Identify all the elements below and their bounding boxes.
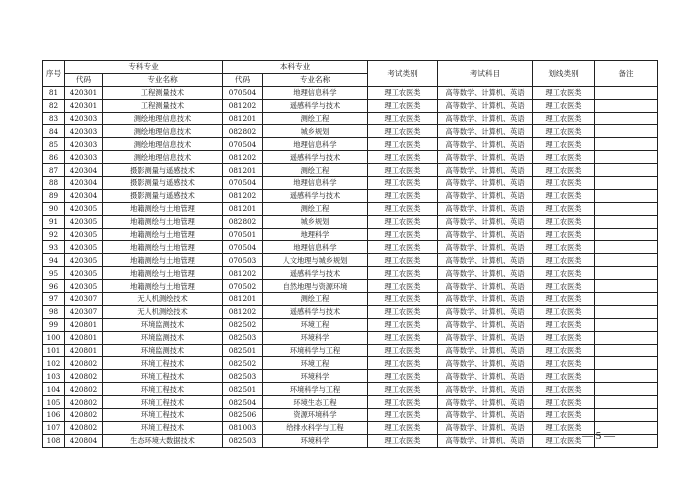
table-row <box>43 280 658 293</box>
table-row <box>43 434 658 447</box>
cell-zhuanke-name: 地籍测绘与土地管理 <box>103 267 223 280</box>
cell-zhuanke-name: 地籍测绘与土地管理 <box>103 280 223 293</box>
cell-zhuanke-name: 环境监测技术 <box>103 331 223 344</box>
cell-exam-subjects: 高等数学、计算机、英语 <box>438 151 533 164</box>
cell-exam-subjects: 高等数学、计算机、英语 <box>438 138 533 151</box>
cell-zhuanke-code: 420304 <box>65 164 103 177</box>
cell-serial: 98 <box>43 305 65 318</box>
cell-zhuanke-name: 环境工程技术 <box>103 396 223 409</box>
cell-benke-name: 地理信息科学 <box>263 86 368 99</box>
cell-remark <box>595 228 658 241</box>
cell-line-category: 理工农医类 <box>533 421 595 434</box>
cell-zhuanke-code: 420303 <box>65 125 103 138</box>
cell-zhuanke-name: 工程测量技术 <box>103 86 223 99</box>
cell-benke-code: 081202 <box>223 99 263 112</box>
header-exam-category: 考试类别 <box>368 61 438 87</box>
cell-line-category: 理工农医类 <box>533 112 595 125</box>
cell-zhuanke-code: 420802 <box>65 357 103 370</box>
cell-exam-category: 理工农医类 <box>368 164 438 177</box>
cell-exam-subjects: 高等数学、计算机、英语 <box>438 164 533 177</box>
header-remark: 备注 <box>595 61 658 87</box>
table-row <box>43 305 658 318</box>
header-benke-code: 代码 <box>223 73 263 86</box>
cell-zhuanke-name: 生态环境大数据技术 <box>103 434 223 447</box>
cell-serial: 105 <box>43 396 65 409</box>
cell-serial: 94 <box>43 254 65 267</box>
cell-zhuanke-code: 420304 <box>65 177 103 190</box>
cell-serial: 92 <box>43 228 65 241</box>
header-line-category: 划线类别 <box>533 61 595 87</box>
cell-zhuanke-name: 测绘地理信息技术 <box>103 125 223 138</box>
cell-remark <box>595 86 658 99</box>
cell-remark <box>595 215 658 228</box>
cell-remark <box>595 344 658 357</box>
cell-exam-category: 理工农医类 <box>368 293 438 306</box>
cell-serial: 90 <box>43 202 65 215</box>
cell-exam-category: 理工农医类 <box>368 318 438 331</box>
cell-line-category: 理工农医类 <box>533 370 595 383</box>
cell-serial: 89 <box>43 189 65 202</box>
cell-remark <box>595 202 658 215</box>
cell-zhuanke-name: 测绘地理信息技术 <box>103 112 223 125</box>
cell-benke-name: 遥感科学与技术 <box>263 189 368 202</box>
cell-exam-subjects: 高等数学、计算机、英语 <box>438 202 533 215</box>
cell-benke-code: 082503 <box>223 434 263 447</box>
table-row <box>43 228 658 241</box>
table-row <box>43 99 658 112</box>
cell-benke-code: 082802 <box>223 125 263 138</box>
cell-zhuanke-code: 420305 <box>65 202 103 215</box>
cell-benke-code: 070501 <box>223 228 263 241</box>
cell-exam-category: 理工农医类 <box>368 99 438 112</box>
cell-benke-code: 070504 <box>223 138 263 151</box>
cell-benke-code: 070503 <box>223 254 263 267</box>
cell-benke-code: 081201 <box>223 164 263 177</box>
cell-benke-name: 遥感科学与技术 <box>263 99 368 112</box>
cell-remark <box>595 164 658 177</box>
cell-exam-category: 理工农医类 <box>368 331 438 344</box>
cell-remark <box>595 189 658 202</box>
cell-line-category: 理工农医类 <box>533 280 595 293</box>
cell-exam-subjects: 高等数学、计算机、英语 <box>438 434 533 447</box>
cell-exam-subjects: 高等数学、计算机、英语 <box>438 357 533 370</box>
cell-serial: 96 <box>43 280 65 293</box>
cell-zhuanke-code: 420802 <box>65 370 103 383</box>
cell-benke-name: 地理信息科学 <box>263 138 368 151</box>
header-benke-name: 专业名称 <box>263 73 368 86</box>
cell-serial: 88 <box>43 177 65 190</box>
cell-benke-code: 081201 <box>223 202 263 215</box>
cell-line-category: 理工农医类 <box>533 138 595 151</box>
cell-benke-code: 082502 <box>223 318 263 331</box>
cell-benke-name: 测绘工程 <box>263 293 368 306</box>
table-row <box>43 202 658 215</box>
cell-zhuanke-code: 420301 <box>65 86 103 99</box>
cell-serial: 101 <box>43 344 65 357</box>
cell-zhuanke-code: 420301 <box>65 99 103 112</box>
cell-line-category: 理工农医类 <box>533 344 595 357</box>
cell-zhuanke-name: 地籍测绘与土地管理 <box>103 228 223 241</box>
page-number: — 5 — <box>582 430 615 442</box>
cell-benke-name: 遥感科学与技术 <box>263 305 368 318</box>
cell-exam-subjects: 高等数学、计算机、英语 <box>438 241 533 254</box>
table-body <box>43 86 658 447</box>
table-row <box>43 215 658 228</box>
cell-exam-category: 理工农医类 <box>368 409 438 422</box>
table-row <box>43 241 658 254</box>
cell-remark <box>595 370 658 383</box>
cell-remark <box>595 280 658 293</box>
cell-exam-subjects: 高等数学、计算机、英语 <box>438 318 533 331</box>
cell-line-category: 理工农医类 <box>533 305 595 318</box>
cell-line-category: 理工农医类 <box>533 267 595 280</box>
cell-zhuanke-code: 420307 <box>65 305 103 318</box>
cell-line-category: 理工农医类 <box>533 99 595 112</box>
cell-benke-name: 城乡规划 <box>263 125 368 138</box>
cell-serial: 102 <box>43 357 65 370</box>
cell-remark <box>595 112 658 125</box>
table-row <box>43 151 658 164</box>
cell-line-category: 理工农医类 <box>533 125 595 138</box>
cell-benke-code: 081202 <box>223 151 263 164</box>
cell-benke-code: 082504 <box>223 396 263 409</box>
cell-benke-code: 081003 <box>223 421 263 434</box>
cell-zhuanke-code: 420305 <box>65 280 103 293</box>
cell-exam-subjects: 高等数学、计算机、英语 <box>438 267 533 280</box>
cell-zhuanke-code: 420804 <box>65 434 103 447</box>
cell-remark <box>595 331 658 344</box>
cell-exam-category: 理工农医类 <box>368 267 438 280</box>
cell-zhuanke-code: 420801 <box>65 331 103 344</box>
table-row <box>43 409 658 422</box>
cell-exam-category: 理工农医类 <box>368 138 438 151</box>
cell-benke-name: 环境科学与工程 <box>263 344 368 357</box>
table-row <box>43 138 658 151</box>
cell-line-category: 理工农医类 <box>533 383 595 396</box>
cell-zhuanke-name: 环境监测技术 <box>103 318 223 331</box>
cell-zhuanke-code: 420305 <box>65 267 103 280</box>
cell-zhuanke-code: 420802 <box>65 409 103 422</box>
cell-zhuanke-name: 工程测量技术 <box>103 99 223 112</box>
cell-line-category: 理工农医类 <box>533 357 595 370</box>
cell-exam-category: 理工农医类 <box>368 357 438 370</box>
table-row <box>43 254 658 267</box>
cell-remark <box>595 125 658 138</box>
table-row <box>43 267 658 280</box>
cell-line-category: 理工农医类 <box>533 164 595 177</box>
cell-exam-subjects: 高等数学、计算机、英语 <box>438 293 533 306</box>
cell-benke-code: 082502 <box>223 357 263 370</box>
cell-benke-name: 测绘工程 <box>263 202 368 215</box>
cell-exam-category: 理工农医类 <box>368 86 438 99</box>
cell-exam-subjects: 高等数学、计算机、英语 <box>438 99 533 112</box>
table-row <box>43 112 658 125</box>
cell-zhuanke-name: 环境工程技术 <box>103 357 223 370</box>
cell-serial: 86 <box>43 151 65 164</box>
cell-benke-name: 地理科学 <box>263 228 368 241</box>
cell-serial: 82 <box>43 99 65 112</box>
cell-line-category: 理工农医类 <box>533 254 595 267</box>
cell-benke-name: 遥感科学与技术 <box>263 151 368 164</box>
cell-line-category: 理工农医类 <box>533 434 595 447</box>
cell-zhuanke-name: 无人机测绘技术 <box>103 293 223 306</box>
cell-line-category: 理工农医类 <box>533 228 595 241</box>
cell-exam-category: 理工农医类 <box>368 215 438 228</box>
cell-exam-category: 理工农医类 <box>368 370 438 383</box>
cell-zhuanke-name: 环境工程技术 <box>103 383 223 396</box>
cell-exam-category: 理工农医类 <box>368 202 438 215</box>
cell-zhuanke-code: 420305 <box>65 228 103 241</box>
cell-remark <box>595 305 658 318</box>
cell-exam-category: 理工农医类 <box>368 112 438 125</box>
cell-serial: 83 <box>43 112 65 125</box>
cell-serial: 99 <box>43 318 65 331</box>
cell-exam-subjects: 高等数学、计算机、英语 <box>438 112 533 125</box>
cell-benke-name: 环境生态工程 <box>263 396 368 409</box>
cell-remark <box>595 138 658 151</box>
cell-exam-subjects: 高等数学、计算机、英语 <box>438 86 533 99</box>
cell-benke-code: 070504 <box>223 86 263 99</box>
cell-exam-category: 理工农医类 <box>368 254 438 267</box>
table-row <box>43 421 658 434</box>
cell-zhuanke-name: 环境监测技术 <box>103 344 223 357</box>
cell-benke-name: 环境科学与工程 <box>263 383 368 396</box>
cell-exam-category: 理工农医类 <box>368 344 438 357</box>
cell-serial: 108 <box>43 434 65 447</box>
cell-exam-subjects: 高等数学、计算机、英语 <box>438 370 533 383</box>
cell-serial: 91 <box>43 215 65 228</box>
cell-zhuanke-name: 摄影测量与遥感技术 <box>103 177 223 190</box>
table-row <box>43 357 658 370</box>
table-row <box>43 189 658 202</box>
cell-benke-name: 给排水科学与工程 <box>263 421 368 434</box>
cell-line-category: 理工农医类 <box>533 151 595 164</box>
cell-benke-name: 遥感科学与技术 <box>263 267 368 280</box>
cell-remark <box>595 293 658 306</box>
cell-serial: 93 <box>43 241 65 254</box>
cell-zhuanke-name: 测绘地理信息技术 <box>103 138 223 151</box>
cell-benke-name: 资源环境科学 <box>263 409 368 422</box>
cell-serial: 103 <box>43 370 65 383</box>
cell-zhuanke-name: 环境工程技术 <box>103 421 223 434</box>
cell-remark <box>595 409 658 422</box>
cell-line-category: 理工农医类 <box>533 331 595 344</box>
cell-remark <box>595 177 658 190</box>
cell-zhuanke-code: 420305 <box>65 215 103 228</box>
table-row <box>43 177 658 190</box>
cell-benke-name: 环境科学 <box>263 434 368 447</box>
cell-exam-category: 理工农医类 <box>368 177 438 190</box>
cell-benke-code: 082501 <box>223 383 263 396</box>
cell-benke-code: 082503 <box>223 370 263 383</box>
cell-exam-subjects: 高等数学、计算机、英语 <box>438 189 533 202</box>
cell-exam-category: 理工农医类 <box>368 434 438 447</box>
cell-serial: 84 <box>43 125 65 138</box>
cell-remark <box>595 267 658 280</box>
cell-serial: 107 <box>43 421 65 434</box>
cell-zhuanke-code: 420801 <box>65 344 103 357</box>
cell-remark <box>595 151 658 164</box>
cell-line-category: 理工农医类 <box>533 293 595 306</box>
header-exam-subjects: 考试科目 <box>438 61 533 87</box>
cell-exam-subjects: 高等数学、计算机、英语 <box>438 254 533 267</box>
cell-benke-code: 070502 <box>223 280 263 293</box>
cell-remark <box>595 241 658 254</box>
cell-remark <box>595 357 658 370</box>
cell-exam-subjects: 高等数学、计算机、英语 <box>438 215 533 228</box>
cell-remark <box>595 383 658 396</box>
cell-serial: 85 <box>43 138 65 151</box>
header-zhuanke: 专科专业 <box>65 61 223 74</box>
cell-benke-name: 自然地理与资源环境 <box>263 280 368 293</box>
header-zhuanke-code: 代码 <box>65 73 103 86</box>
cell-zhuanke-name: 摄影测量与遥感技术 <box>103 189 223 202</box>
cell-benke-code: 082506 <box>223 409 263 422</box>
table-row <box>43 370 658 383</box>
cell-serial: 97 <box>43 293 65 306</box>
cell-remark <box>595 396 658 409</box>
cell-zhuanke-code: 420801 <box>65 318 103 331</box>
table-row <box>43 293 658 306</box>
cell-benke-code: 070504 <box>223 177 263 190</box>
table-row <box>43 318 658 331</box>
cell-benke-name: 环境科学 <box>263 370 368 383</box>
cell-remark <box>595 254 658 267</box>
cell-zhuanke-code: 420303 <box>65 151 103 164</box>
cell-line-category: 理工农医类 <box>533 202 595 215</box>
cell-zhuanke-name: 环境工程技术 <box>103 370 223 383</box>
table-row <box>43 164 658 177</box>
cell-exam-subjects: 高等数学、计算机、英语 <box>438 383 533 396</box>
cell-exam-category: 理工农医类 <box>368 280 438 293</box>
header-serial: 序号 <box>43 61 65 87</box>
cell-benke-name: 环境工程 <box>263 318 368 331</box>
cell-line-category: 理工农医类 <box>533 396 595 409</box>
cell-exam-category: 理工农医类 <box>368 383 438 396</box>
cell-line-category: 理工农医类 <box>533 409 595 422</box>
cell-remark <box>595 318 658 331</box>
cell-zhuanke-name: 无人机测绘技术 <box>103 305 223 318</box>
cell-zhuanke-name: 环境工程技术 <box>103 409 223 422</box>
cell-serial: 104 <box>43 383 65 396</box>
cell-serial: 81 <box>43 86 65 99</box>
header-zhuanke-name: 专业名称 <box>103 73 223 86</box>
cell-exam-category: 理工农医类 <box>368 305 438 318</box>
table-row <box>43 383 658 396</box>
cell-benke-code: 070504 <box>223 241 263 254</box>
cell-line-category: 理工农医类 <box>533 215 595 228</box>
table-row <box>43 86 658 99</box>
cell-serial: 95 <box>43 267 65 280</box>
cell-zhuanke-name: 地籍测绘与土地管理 <box>103 254 223 267</box>
cell-benke-name: 环境工程 <box>263 357 368 370</box>
cell-benke-name: 测绘工程 <box>263 164 368 177</box>
cell-exam-category: 理工农医类 <box>368 228 438 241</box>
cell-benke-name: 测绘工程 <box>263 112 368 125</box>
cell-exam-subjects: 高等数学、计算机、英语 <box>438 280 533 293</box>
cell-benke-code: 082503 <box>223 331 263 344</box>
cell-exam-subjects: 高等数学、计算机、英语 <box>438 331 533 344</box>
cell-benke-code: 082501 <box>223 344 263 357</box>
cell-exam-category: 理工农医类 <box>368 189 438 202</box>
cell-benke-name: 人文地理与城乡规划 <box>263 254 368 267</box>
cell-zhuanke-name: 地籍测绘与土地管理 <box>103 241 223 254</box>
cell-zhuanke-code: 420304 <box>65 189 103 202</box>
cell-serial: 87 <box>43 164 65 177</box>
cell-benke-code: 081201 <box>223 293 263 306</box>
cell-exam-subjects: 高等数学、计算机、英语 <box>438 396 533 409</box>
cell-zhuanke-code: 420802 <box>65 383 103 396</box>
cell-zhuanke-code: 420303 <box>65 112 103 125</box>
cell-zhuanke-code: 420305 <box>65 254 103 267</box>
cell-line-category: 理工农医类 <box>533 318 595 331</box>
cell-zhuanke-name: 摄影测量与遥感技术 <box>103 164 223 177</box>
cell-zhuanke-name: 地籍测绘与土地管理 <box>103 202 223 215</box>
cell-benke-code: 081201 <box>223 112 263 125</box>
cell-exam-category: 理工农医类 <box>368 421 438 434</box>
cell-zhuanke-code: 420305 <box>65 241 103 254</box>
cell-exam-category: 理工农医类 <box>368 151 438 164</box>
cell-remark <box>595 99 658 112</box>
cell-exam-subjects: 高等数学、计算机、英语 <box>438 305 533 318</box>
cell-serial: 100 <box>43 331 65 344</box>
cell-exam-subjects: 高等数学、计算机、英语 <box>438 344 533 357</box>
cell-line-category: 理工农医类 <box>533 177 595 190</box>
cell-zhuanke-code: 420802 <box>65 421 103 434</box>
cell-benke-name: 城乡规划 <box>263 215 368 228</box>
cell-zhuanke-code: 420802 <box>65 396 103 409</box>
table-row <box>43 396 658 409</box>
cell-exam-subjects: 高等数学、计算机、英语 <box>438 409 533 422</box>
cell-line-category: 理工农医类 <box>533 189 595 202</box>
cell-exam-subjects: 高等数学、计算机、英语 <box>438 125 533 138</box>
cell-line-category: 理工农医类 <box>533 86 595 99</box>
cell-zhuanke-code: 420303 <box>65 138 103 151</box>
admission-table <box>42 60 658 448</box>
table-row <box>43 344 658 357</box>
cell-line-category: 理工农医类 <box>533 241 595 254</box>
table-row <box>43 331 658 344</box>
cell-benke-name: 地理信息科学 <box>263 241 368 254</box>
header-benke: 本科专业 <box>223 61 368 74</box>
cell-zhuanke-code: 420307 <box>65 293 103 306</box>
cell-benke-code: 081202 <box>223 189 263 202</box>
cell-zhuanke-name: 地籍测绘与土地管理 <box>103 215 223 228</box>
cell-benke-name: 环境科学 <box>263 331 368 344</box>
cell-exam-subjects: 高等数学、计算机、英语 <box>438 177 533 190</box>
cell-benke-code: 082802 <box>223 215 263 228</box>
table-row <box>43 125 658 138</box>
cell-exam-category: 理工农医类 <box>368 125 438 138</box>
cell-exam-category: 理工农医类 <box>368 396 438 409</box>
cell-zhuanke-name: 测绘地理信息技术 <box>103 151 223 164</box>
cell-serial: 106 <box>43 409 65 422</box>
cell-exam-subjects: 高等数学、计算机、英语 <box>438 421 533 434</box>
cell-benke-code: 081202 <box>223 305 263 318</box>
cell-exam-subjects: 高等数学、计算机、英语 <box>438 228 533 241</box>
cell-exam-category: 理工农医类 <box>368 241 438 254</box>
cell-benke-name: 地理信息科学 <box>263 177 368 190</box>
cell-benke-code: 081202 <box>223 267 263 280</box>
